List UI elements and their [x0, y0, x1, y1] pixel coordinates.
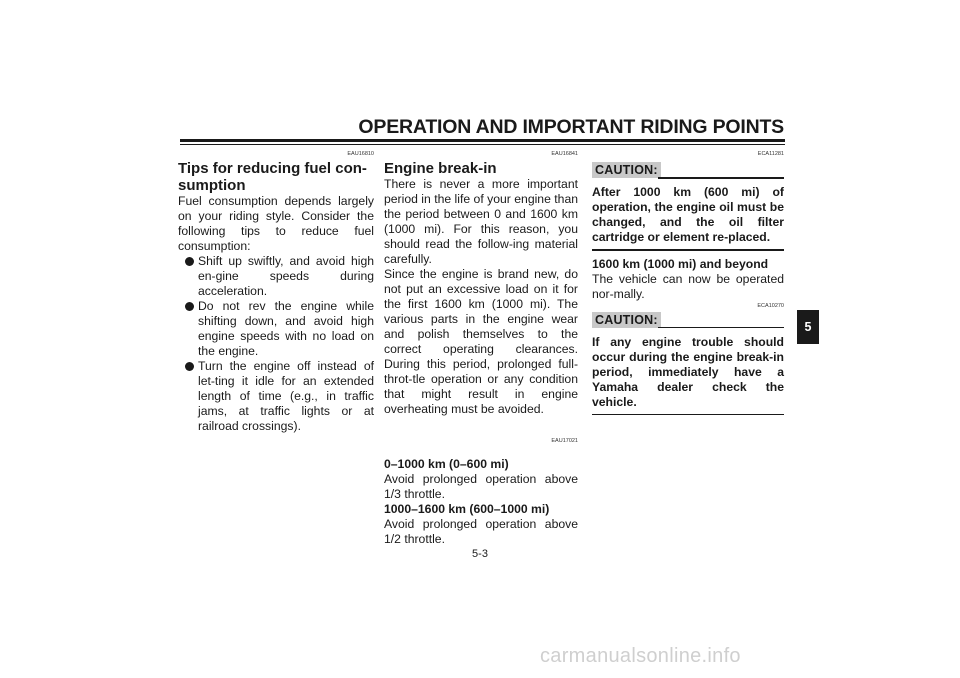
watermark: carmanualsonline.info — [540, 645, 741, 667]
section-code: EAU16841 — [551, 151, 578, 157]
header-rule — [180, 139, 785, 142]
subsection-title: 1000–1600 km (600–1000 mi) — [384, 502, 550, 516]
column-break-in — [384, 150, 578, 547]
section-code: EAU16810 — [347, 151, 374, 157]
page-number: 5-3 — [472, 548, 488, 560]
caution-code: ECA10270 — [757, 302, 784, 309]
subsection-text: The vehicle can now be operated nor-mally. — [592, 271, 784, 301]
subsection-text: Avoid prolonged operation above 1/2 throttle. — [384, 517, 578, 546]
list-item — [178, 359, 374, 434]
page-header-title: OPERATION AND IMPORTANT RIDING POINTS — [358, 116, 784, 138]
bullet-icon — [185, 257, 194, 266]
column-cautions — [592, 150, 784, 415]
column-fuel-tips — [178, 150, 374, 434]
heading-line-1: Tips for reducing fuel con- — [178, 160, 367, 177]
list-item-text: Do not rev the engine while shifting down, and avoid high engine speeds with no load on the engine. — [198, 299, 374, 358]
section-code: EAU17021 — [551, 438, 578, 444]
caution-rule — [658, 177, 784, 179]
caution-header — [592, 162, 784, 179]
subsection-text: Avoid prolonged operation above 1/3 throttle. — [384, 472, 578, 501]
subsection-title: 0–1000 km (0–600 mi) — [384, 457, 509, 471]
caution-rule — [658, 327, 784, 329]
caution-text: If any engine trouble should occur during the engine break-in period, immediately have a Yamaha dealer check the vehicle. — [592, 334, 784, 409]
section-heading-break-in: Engine break-in — [384, 160, 497, 177]
caution-badge: CAUTION: — [592, 312, 661, 328]
caution-header — [592, 312, 784, 329]
list-item-text: Turn the engine off instead of let-ting it idle for an extended length of time (e.g., in traffic jams, at traffic lights or at railroad crossings). — [198, 359, 374, 433]
bullet-icon — [185, 362, 194, 371]
caution-end-rule — [592, 414, 784, 416]
subsection-title: 1600 km (1000 mi) and beyond — [592, 256, 769, 271]
fuel-tips-list — [178, 254, 374, 434]
caution-code: ECA11281 — [757, 151, 784, 157]
section-heading-fuel — [178, 160, 374, 194]
list-item-text: Shift up swiftly, and avoid high en-gine speeds during acceleration. — [198, 254, 374, 298]
caution-end-rule — [592, 249, 784, 251]
break-in-para-2: Since the engine is brand new, do not put an excessive load on it for the first 1600 km (1000 mi). The various parts in the engine wear and polish themselves to the correct operating clearances. During this period, prolonged full-throt-tle operation or any condition that might result in engine overheating must be avoided. — [384, 267, 578, 416]
caution-badge: CAUTION: — [592, 162, 661, 178]
list-item — [178, 299, 374, 359]
header-rule-thin — [180, 144, 785, 145]
chapter-tab: 5 — [797, 310, 819, 344]
fuel-intro: Fuel consumption depends largely on your riding style. Consider the following tips to reduce fuel consumption: — [178, 194, 374, 253]
list-item — [178, 254, 374, 299]
bullet-icon — [185, 302, 194, 311]
heading-line-2: sumption — [178, 177, 246, 194]
break-in-para-1: There is never a more important period in the life of your engine than the period between 0 and 1600 km (1000 mi). For this reason, you should read the follow-ing material carefully. — [384, 177, 578, 266]
caution-text: After 1000 km (600 mi) of operation, the engine oil must be changed, and the oil filter cartridge or element re-placed. — [592, 185, 784, 244]
